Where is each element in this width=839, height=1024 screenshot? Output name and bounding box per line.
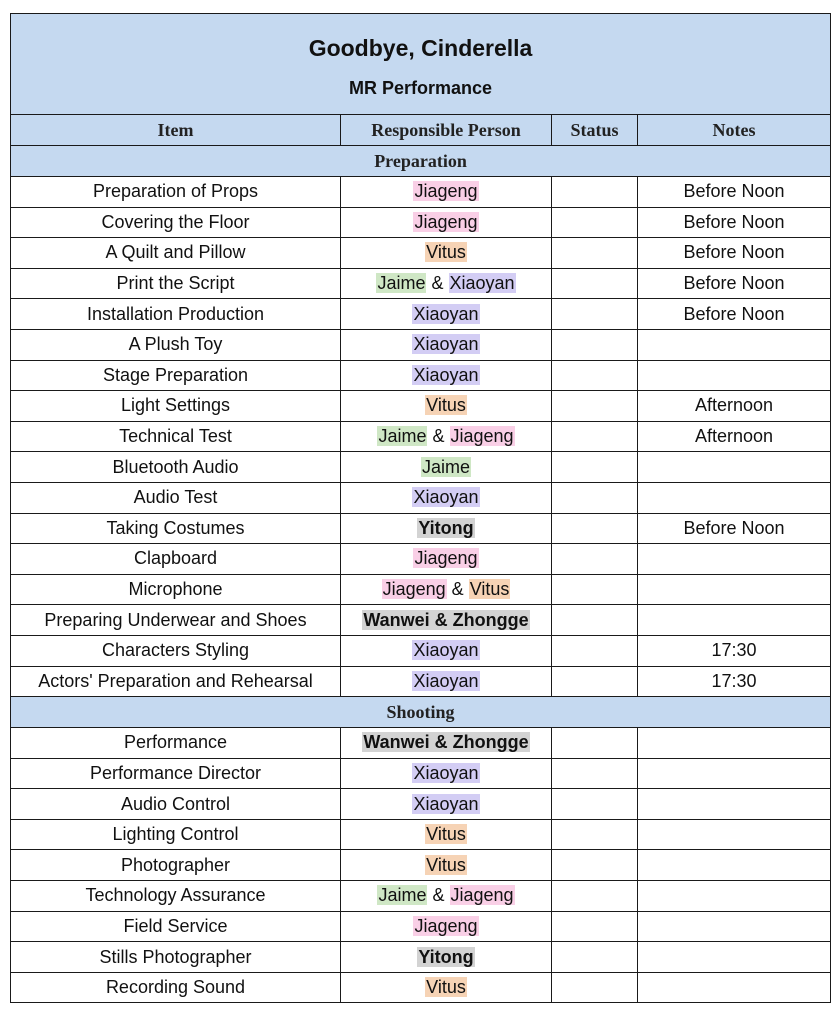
notes-cell — [638, 972, 831, 1003]
status-cell — [552, 666, 638, 697]
notes-cell — [638, 911, 831, 942]
person-tag: Jaime — [377, 273, 426, 294]
notes-cell — [638, 789, 831, 820]
notes-cell: 17:30 — [638, 635, 831, 666]
person-tag: Vitus — [426, 395, 466, 416]
column-header-notes: Notes — [638, 115, 831, 146]
item-cell: Recording Sound — [11, 972, 341, 1003]
item-cell: A Quilt and Pillow — [11, 238, 341, 269]
section-header-row — [11, 146, 831, 177]
person-tag: Xiaoyan — [413, 793, 479, 814]
table-row — [11, 911, 831, 942]
notes-cell — [638, 819, 831, 850]
status-cell — [552, 850, 638, 881]
table-row — [11, 268, 831, 299]
person-joiner: & — [432, 885, 445, 906]
responsible-person-cell — [341, 666, 552, 697]
responsible-person-cell — [341, 819, 552, 850]
person-tag: Jiageng — [382, 579, 446, 600]
notes-cell — [638, 758, 831, 789]
item-cell: Taking Costumes — [11, 513, 341, 544]
responsible-person-cell — [341, 544, 552, 575]
person-joiner: & — [431, 273, 444, 294]
status-cell — [552, 942, 638, 973]
responsible-person-cell — [341, 758, 552, 789]
item-cell: Stage Preparation — [11, 360, 341, 391]
responsible-person-cell — [341, 513, 552, 544]
responsible-person-cell — [341, 421, 552, 452]
section-header-row — [11, 697, 831, 728]
responsible-person-cell — [341, 329, 552, 360]
table-row — [11, 452, 831, 483]
status-cell — [552, 391, 638, 422]
table-row — [11, 819, 831, 850]
status-cell — [552, 574, 638, 605]
responsible-person-cell — [341, 635, 552, 666]
sheet-subtitle: MR Performance — [348, 78, 493, 98]
item-cell: Covering the Floor — [11, 207, 341, 238]
person-tag: Jiageng — [414, 915, 478, 936]
status-cell — [552, 421, 638, 452]
person-tag: Jiageng — [450, 885, 514, 906]
column-header-responsible-person: Responsible Person — [341, 115, 552, 146]
person-tag: Vitus — [469, 579, 510, 600]
schedule-table — [10, 13, 831, 1003]
responsible-person-cell — [341, 391, 552, 422]
table-row — [11, 207, 831, 238]
status-cell — [552, 238, 638, 269]
responsible-person-cell — [341, 268, 552, 299]
notes-cell — [638, 574, 831, 605]
item-cell: Audio Test — [11, 482, 341, 513]
item-cell: Actors' Preparation and Rehearsal — [11, 666, 341, 697]
person-tag: Jiageng — [414, 181, 478, 202]
person-tag: Jaime — [378, 885, 427, 906]
status-cell — [552, 819, 638, 850]
status-cell — [552, 635, 638, 666]
table-row — [11, 881, 831, 912]
responsible-person-cell — [341, 850, 552, 881]
item-cell: Stills Photographer — [11, 942, 341, 973]
notes-cell — [638, 544, 831, 575]
notes-cell — [638, 942, 831, 973]
section-title: Preparation — [11, 146, 831, 177]
item-cell: Lighting Control — [11, 819, 341, 850]
item-cell: Performance Director — [11, 758, 341, 789]
responsible-person-cell — [341, 574, 552, 605]
item-cell: Technical Test — [11, 421, 341, 452]
responsible-person-cell — [341, 207, 552, 238]
status-cell — [552, 299, 638, 330]
notes-cell — [638, 881, 831, 912]
table-row — [11, 635, 831, 666]
responsible-person-cell — [341, 972, 552, 1003]
person-tag: Xiaoyan — [413, 487, 479, 508]
responsible-person-cell — [341, 881, 552, 912]
person-tag: Xiaoyan — [413, 640, 479, 661]
section-title: Shooting — [11, 697, 831, 728]
table-row — [11, 299, 831, 330]
table-row — [11, 482, 831, 513]
responsible-person-cell — [341, 238, 552, 269]
status-cell — [552, 177, 638, 208]
person-joiner: & — [451, 579, 464, 600]
status-cell — [552, 207, 638, 238]
column-header-item: Item — [11, 115, 341, 146]
status-cell — [552, 972, 638, 1003]
notes-cell — [638, 605, 831, 636]
notes-cell — [638, 360, 831, 391]
person-tag: Jaime — [378, 426, 427, 447]
item-cell: Preparing Underwear and Shoes — [11, 605, 341, 636]
notes-cell — [638, 452, 831, 483]
person-tag: Vitus — [426, 824, 466, 845]
responsible-person-cell — [341, 360, 552, 391]
notes-cell: Before Noon — [638, 238, 831, 269]
notes-cell: Before Noon — [638, 513, 831, 544]
item-cell: A Plush Toy — [11, 329, 341, 360]
table-row — [11, 758, 831, 789]
notes-cell: Before Noon — [638, 299, 831, 330]
notes-cell — [638, 850, 831, 881]
item-cell: Clapboard — [11, 544, 341, 575]
item-cell: Bluetooth Audio — [11, 452, 341, 483]
item-cell: Light Settings — [11, 391, 341, 422]
status-cell — [552, 513, 638, 544]
table-row — [11, 329, 831, 360]
status-cell — [552, 329, 638, 360]
person-tag: Yitong — [418, 946, 474, 967]
status-cell — [552, 544, 638, 575]
person-tag: Xiaoyan — [449, 273, 515, 294]
item-cell: Audio Control — [11, 789, 341, 820]
person-tag: Jaime — [421, 456, 470, 477]
status-cell — [552, 728, 638, 759]
status-cell — [552, 758, 638, 789]
item-cell: Preparation of Props — [11, 177, 341, 208]
item-cell: Technology Assurance — [11, 881, 341, 912]
table-row — [11, 391, 831, 422]
table-row — [11, 574, 831, 605]
person-tag: Vitus — [426, 242, 466, 263]
status-cell — [552, 911, 638, 942]
table-row — [11, 972, 831, 1003]
status-cell — [552, 605, 638, 636]
column-header-status: Status — [552, 115, 638, 146]
table-row — [11, 789, 831, 820]
person-tag: Vitus — [426, 977, 466, 998]
table-row — [11, 544, 831, 575]
person-tag: Xiaoyan — [413, 364, 479, 385]
item-cell: Characters Styling — [11, 635, 341, 666]
responsible-person-cell — [341, 299, 552, 330]
person-tag: Xiaoyan — [413, 670, 479, 691]
status-cell — [552, 881, 638, 912]
table-row — [11, 238, 831, 269]
person-tag: Wanwei & Zhongge — [363, 609, 529, 630]
table-row — [11, 177, 831, 208]
person-tag: Vitus — [426, 854, 466, 875]
responsible-person-cell — [341, 728, 552, 759]
table-row — [11, 605, 831, 636]
responsible-person-cell — [341, 177, 552, 208]
person-joiner: & — [432, 426, 445, 447]
sheet-title: Goodbye, Cinderella — [308, 35, 533, 61]
status-cell — [552, 268, 638, 299]
item-cell: Microphone — [11, 574, 341, 605]
responsible-person-cell — [341, 911, 552, 942]
notes-cell — [638, 728, 831, 759]
item-cell: Performance — [11, 728, 341, 759]
person-tag: Xiaoyan — [413, 762, 479, 783]
responsible-person-cell — [341, 482, 552, 513]
notes-cell — [638, 482, 831, 513]
table-row — [11, 666, 831, 697]
person-tag: Xiaoyan — [413, 303, 479, 324]
table-row — [11, 942, 831, 973]
responsible-person-cell — [341, 942, 552, 973]
notes-cell: Before Noon — [638, 268, 831, 299]
person-tag: Jiageng — [414, 211, 478, 232]
responsible-person-cell — [341, 605, 552, 636]
table-row — [11, 728, 831, 759]
table-row — [11, 513, 831, 544]
item-cell: Field Service — [11, 911, 341, 942]
person-tag: Wanwei & Zhongge — [363, 732, 529, 753]
table-row — [11, 850, 831, 881]
status-cell — [552, 482, 638, 513]
item-cell: Print the Script — [11, 268, 341, 299]
person-tag: Xiaoyan — [413, 334, 479, 355]
title-block — [11, 14, 831, 115]
table-row — [11, 421, 831, 452]
notes-cell: Afternoon — [638, 421, 831, 452]
item-cell: Installation Production — [11, 299, 341, 330]
responsible-person-cell — [341, 452, 552, 483]
notes-cell: 17:30 — [638, 666, 831, 697]
notes-cell — [638, 329, 831, 360]
table-row — [11, 360, 831, 391]
notes-cell: Afternoon — [638, 391, 831, 422]
notes-cell: Before Noon — [638, 207, 831, 238]
status-cell — [552, 360, 638, 391]
status-cell — [552, 452, 638, 483]
responsible-person-cell — [341, 789, 552, 820]
person-tag: Yitong — [418, 517, 474, 538]
item-cell: Photographer — [11, 850, 341, 881]
person-tag: Jiageng — [414, 548, 478, 569]
person-tag: Jiageng — [450, 426, 514, 447]
column-header-row — [11, 115, 831, 146]
notes-cell: Before Noon — [638, 177, 831, 208]
status-cell — [552, 789, 638, 820]
